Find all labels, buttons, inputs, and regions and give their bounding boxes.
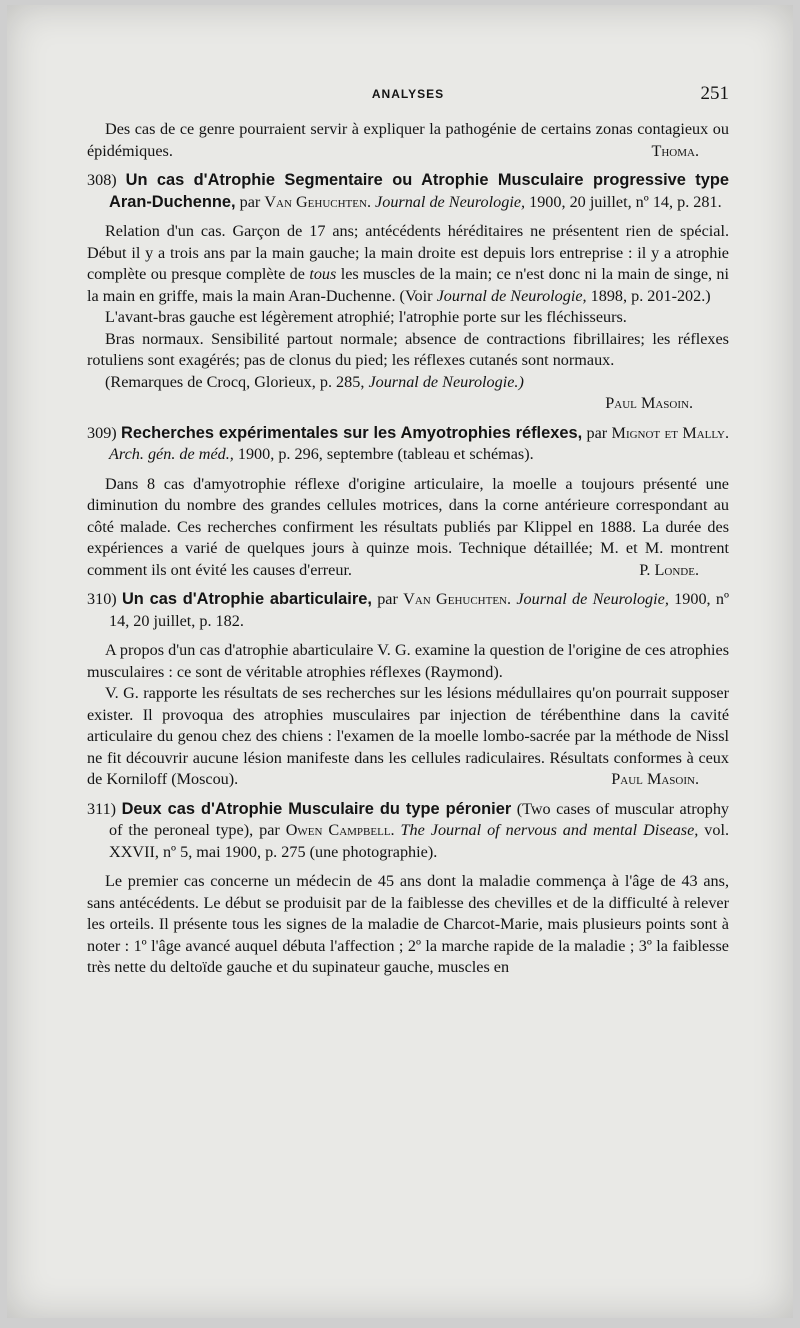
entry-title: Un cas d'Atrophie Segmentaire ou Atrophie Musculaire progressive type Aran-Duchenne,: [109, 171, 729, 211]
signature: Paul Masoin.: [605, 394, 693, 412]
italic-text: tous: [309, 265, 337, 283]
by-word: par: [377, 590, 398, 608]
entry-308-heading: [87, 170, 729, 213]
page-header: [87, 83, 729, 109]
paragraph: [87, 683, 729, 791]
text-run: 1898, p. 201-202.): [590, 286, 711, 305]
by-word: par: [259, 821, 280, 839]
entry-ref: vol. XXVII, nº 5, mai 1900, p. 275 (une photographie).: [109, 821, 730, 861]
entry-journal: The Journal of nervous and mental Disease,: [400, 821, 699, 839]
entry-journal: Journal de Neurologie,: [375, 192, 526, 211]
entry-number: 308): [87, 171, 117, 189]
entry-number: 311): [87, 799, 117, 818]
journal-ref: Journal de Neurologie,: [436, 286, 587, 305]
paragraph: Bras normaux. Sensibilité partout normale; absence de contractions fibrillaires; les réflexes rotuliens sont exagérés; pas de clonus du pied; les réflexes cutanés sont normaux.: [87, 329, 729, 369]
text-run: V. G. rapporte les résultats de ses recherches sur les lésions médullaires qu'on pourrait supposer exister. Il provoqua des atrophies musculaires par injection de térébenthine dans la cavité articulaire du genou chez des chiens : l'examen de la moelle lombo-sacrée par la méthode de Nissl ne fit découvrir aucune lésion manifeste dans les cellules radiculaires. Résultats conformes à ceux de Korniloff (Moscou).: [87, 684, 729, 788]
running-head: ANALYSES: [371, 87, 445, 101]
signature: P. Londe.: [639, 560, 699, 579]
paragraph: [87, 474, 729, 582]
text-run: Dans 8 cas d'amyotrophie réflexe d'origine articulaire, la moelle a toujours présenté une diminution du nombre des grandes cellules motrices, dans la corne antérieure correspondant au côté malade. Ces recherches confirment les résultats publiés par Klippel en 1888. La durée des expériences a varié de quelques jours à quinze mois. Technique détaillée; M. et M. montrent comment ils ont évité les causes d'erreur.: [87, 474, 729, 579]
entry-311: [87, 799, 729, 979]
entry-310-heading: [87, 589, 729, 632]
entry-subtitle: (Two cases of muscular atrophy of the peroneal type),: [109, 799, 730, 839]
paragraph: [87, 372, 729, 394]
entry-308: [87, 170, 729, 415]
text-run: Relation d'un cas. Garçon de 17 ans; antécédents héréditaires ne présentent rien de spécial. Début il y a trois ans par la main gauche; la main droite est depuis lors entreprise : il y a atrophie complète ou presque complète de: [87, 222, 729, 283]
signature: Paul Masoin.: [611, 770, 699, 788]
journal-ref: Journal de Neurologie.): [368, 372, 524, 391]
entry-author: Van Gehuchten.: [403, 590, 512, 608]
entry-number: 309): [87, 423, 117, 442]
entry-journal: Journal de Neurologie,: [516, 590, 669, 608]
entry-310: [87, 589, 729, 791]
paragraph: L'avant-bras gauche est légèrement atrophié; l'atrophie porte sur les fléchisseurs.: [105, 308, 627, 326]
entry-title: Deux cas d'Atrophie Musculaire du type péronier: [121, 799, 512, 818]
intro-signature: Thoma.: [651, 141, 699, 160]
page-body: [87, 119, 729, 979]
page-number: 251: [700, 83, 729, 104]
entry-309: [87, 423, 729, 582]
entry-ref: 1900, nº 14, 20 juillet, p. 182.: [109, 590, 730, 630]
page: [7, 5, 793, 1318]
text-run: les muscles de la main; ce n'est donc ni la main de singe, ni la main en griffe, mais la main Aran-Duchenne. (Voir: [87, 265, 730, 305]
entry-number: 310): [87, 590, 117, 608]
intro-paragraph: [87, 119, 729, 162]
paragraph: A propos d'un cas d'atrophie abarticulaire V. G. examine la question de l'origine de ces atrophies musculaires : ce sont de véritable atrophies réflexes (Raymond).: [87, 641, 729, 681]
entry-title: Un cas d'Atrophie abarticulaire,: [121, 590, 372, 608]
entry-ref: 1900, p. 296, septembre (tableau et schémas).: [237, 445, 534, 463]
text-run: (Remarques de Crocq, Glorieux, p. 285,: [105, 372, 365, 391]
paragraph: Le premier cas concerne un médecin de 45 ans dont la maladie commença à l'âge de 43 ans, sans antécédents. Le début se produisit par de la faiblesse des chevilles et de la difficulté à relever les orteils. Il présente tous les signes de la maladie de Charcot-Marie, mais plusieurs points sont à noter : 1º l'âge avancé auquel débuta l'affection ; 2º la marche rapide de la maladie ; 3º la faiblesse très nette du deltoïde gauche et du supinateur gauche, muscles en: [87, 872, 729, 976]
entry-ref: 1900, 20 juillet, nº 14, p. 281.: [529, 192, 722, 211]
entry-author: Van Gehuchten.: [264, 192, 371, 211]
by-word: par: [586, 423, 608, 442]
entry-309-heading: [87, 423, 729, 466]
by-word: par: [239, 192, 261, 211]
entry-author: Mignot et Mally.: [611, 423, 729, 442]
entry-title: Recherches expérimentales sur les Amyotrophies réflexes,: [121, 423, 583, 442]
intro-text: Des cas de ce genre pourraient servir à expliquer la pathogénie de certains zonas contagieux ou épidémiques.: [87, 120, 729, 160]
entry-author: Owen Campbell.: [285, 821, 395, 839]
paragraph: [87, 221, 729, 307]
entry-journal: Arch. gén. de méd.,: [109, 445, 234, 463]
entry-311-heading: [87, 799, 729, 864]
